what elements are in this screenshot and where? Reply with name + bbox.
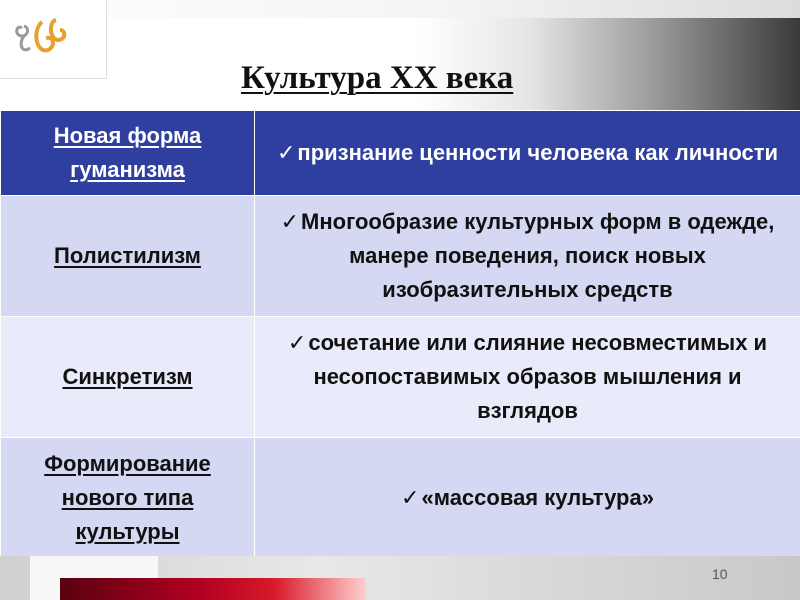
- concept-table-wrapper: [0, 110, 800, 559]
- description-text: признание ценности человека как личности: [297, 140, 778, 165]
- term-label: Полистилизм: [54, 243, 201, 268]
- description-cell: [255, 317, 800, 438]
- description-text: «массовая культура»: [421, 485, 654, 510]
- checkmark-icon: ✓: [280, 209, 300, 234]
- slide-number: 10: [712, 566, 728, 582]
- term-cell: [1, 196, 255, 317]
- term-label: Синкретизм: [62, 364, 193, 389]
- term-label: Формирование нового типа культуры: [44, 451, 211, 544]
- logo: [0, 0, 107, 79]
- table-row: [1, 317, 800, 438]
- term-cell: [1, 438, 255, 559]
- term-label: Новая форма гуманизма: [53, 123, 202, 182]
- footer-accent-bar: [60, 578, 366, 600]
- description-text: сочетание или слияние несовместимых и несопоставимых образов мышления и взглядов: [308, 330, 768, 423]
- table-row: [1, 438, 800, 559]
- description-cell: [255, 438, 800, 559]
- description-cell: [255, 111, 800, 196]
- page-title: Культура ХХ века: [241, 60, 514, 96]
- header-strip: [0, 0, 800, 18]
- term-cell: [1, 317, 255, 438]
- checkmark-icon: ✓: [276, 140, 296, 165]
- concept-table: [0, 110, 800, 559]
- description-text: Многообразие культурных форм в одежде, манере поведения, поиск новых изобразительных средств: [301, 209, 775, 302]
- term-cell: [1, 111, 255, 196]
- checkmark-icon: ✓: [401, 485, 420, 510]
- logo-monogram-icon: [12, 10, 82, 66]
- description-cell: [255, 196, 800, 317]
- table-row: [1, 196, 800, 317]
- checkmark-icon: ✓: [287, 330, 307, 355]
- table-row: [1, 111, 800, 196]
